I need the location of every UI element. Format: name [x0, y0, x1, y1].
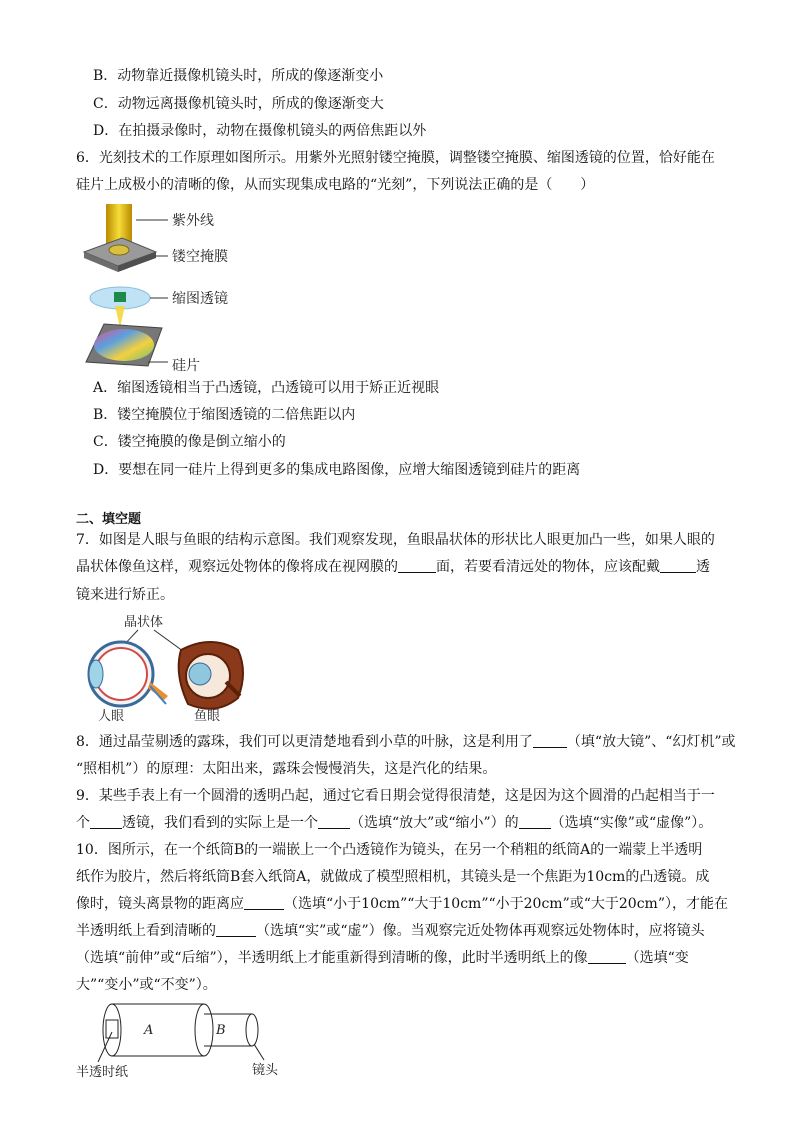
q10-line4: 半透明纸上看到清晰的 （选填“实”或“虚”）像。当观察完近处物体再观察远处物体时，应将镜头: [76, 923, 705, 939]
label-uv: 紫外线: [172, 213, 214, 229]
q10-line1: 10．图所示，在一个纸筒B的一端嵌上一个凸透镜作为镜头，在另一个稍粗的纸筒A的一端蒙上半透明: [76, 842, 703, 858]
q9-line1: 9．某些手表上有一个圆滑的透明凸起，通过它看日期会觉得很清楚，这是因为这个圆滑的凸起相当于一: [76, 788, 715, 804]
q7-line1: 7．如图是人眼与鱼眼的结构示意图。我们观察发现，鱼眼晶状体的形状比人眼更加凸一些，如果人眼的: [76, 532, 715, 548]
q10-line5: （选填“前伸”或“后缩”），半透明纸上才能重新得到清晰的像，此时半透明纸上的像 （选填“变: [76, 950, 689, 966]
blank[interactable]: [660, 558, 696, 573]
silicon-wafer: [94, 329, 154, 361]
lens: [246, 1014, 258, 1046]
q6-option-a: A．缩图透镜相当于凸透镜，凸透镜可以用于矫正近视眼: [93, 380, 440, 396]
q5-option-b: B．动物靠近摄像机镜头时，所成的像逐渐变小: [93, 68, 384, 84]
blank[interactable]: [519, 814, 551, 829]
blank[interactable]: [398, 558, 436, 573]
q6-stem-line2: 硅片上成极小的清晰的像，从而实现集成电路的“光刻”，下列说法正确的是（ ）: [76, 177, 595, 193]
q5-option-d: D．在拍摄录像时，动物在摄像机镜头的两倍焦距以外: [93, 123, 427, 139]
tube-a-end: [195, 1004, 213, 1056]
photolithography-figure: [76, 200, 266, 375]
label-lens: 缩图透镜: [172, 291, 228, 307]
q8-line1: 8．通过晶莹剔透的露珠，我们可以更清楚地看到小草的叶脉，这是利用了 （填“放大镜”、“幻灯机”或: [76, 734, 736, 750]
eye-figure: [76, 612, 256, 724]
q5-option-c: C．动物远离摄像机镜头时，所成的像逐渐变大: [93, 96, 384, 112]
q10-line6: 大”“变小”或“不变”）。: [76, 977, 217, 993]
q6-option-b: B．镂空掩膜位于缩图透镜的二倍焦距以内: [93, 407, 356, 423]
q7-line2: 晶状体像鱼这样，观察远处物体的像将成在视网膜的 面，若要看清远处的物体，应该配戴 透: [76, 559, 710, 575]
label-lens: 镜头: [252, 1063, 279, 1078]
label-fish-eye: 鱼眼: [194, 709, 221, 724]
blank[interactable]: [533, 733, 567, 748]
q7-line3: 镜来进行矫正。: [76, 587, 174, 603]
q8-line2: “照相机”）的原理：太阳出来，露珠会慢慢消失，这是汽化的结果。: [76, 761, 497, 777]
q10-line3: 像时，镜头离景物的距离应 （选填“小于10cm”“大于10cm”“小于20cm”或“大于20cm”），才能在: [76, 896, 728, 912]
q6-option-d: D．要想在同一硅片上得到更多的集成电路图像，应增大缩图透镜到硅片的距离: [93, 462, 581, 478]
uv-beam: [106, 204, 132, 244]
blank[interactable]: [90, 814, 122, 829]
label-paper: 半透时纸: [76, 1065, 129, 1080]
section-title: 二、填空题: [76, 512, 142, 527]
label-mask: 镂空掩膜: [172, 249, 228, 265]
label-human-eye: 人眼: [98, 709, 125, 724]
blank[interactable]: [318, 814, 350, 829]
q9-line2: 个 透镜，我们看到的实际上是一个 （选填“放大”或“缩小”）的 （选填“实像”或“虚像”）。: [76, 815, 713, 831]
blank[interactable]: [216, 922, 256, 937]
translucent-paper: [106, 1020, 118, 1038]
label-lens: 晶状体: [124, 615, 164, 630]
camera-model-figure: [76, 1000, 296, 1082]
q10-line2: 纸作为胶片，然后将纸筒B套入纸筒A，就做成了模型照相机，其镜头是一个焦距为10cm的凸透镜。成: [76, 869, 710, 885]
blank[interactable]: [244, 895, 284, 910]
label-wafer: 硅片: [172, 358, 200, 374]
label-tube-b: B: [216, 1023, 226, 1038]
q6-option-c: C．镂空掩膜的像是倒立缩小的: [93, 434, 286, 450]
blank[interactable]: [588, 949, 626, 964]
q6-stem-line1: 6．光刻技术的工作原理如图所示。用紫外光照射镂空掩膜，调整镂空掩膜、缩图透镜的位置，恰好能在: [76, 150, 715, 166]
label-tube-a: A: [144, 1023, 154, 1038]
